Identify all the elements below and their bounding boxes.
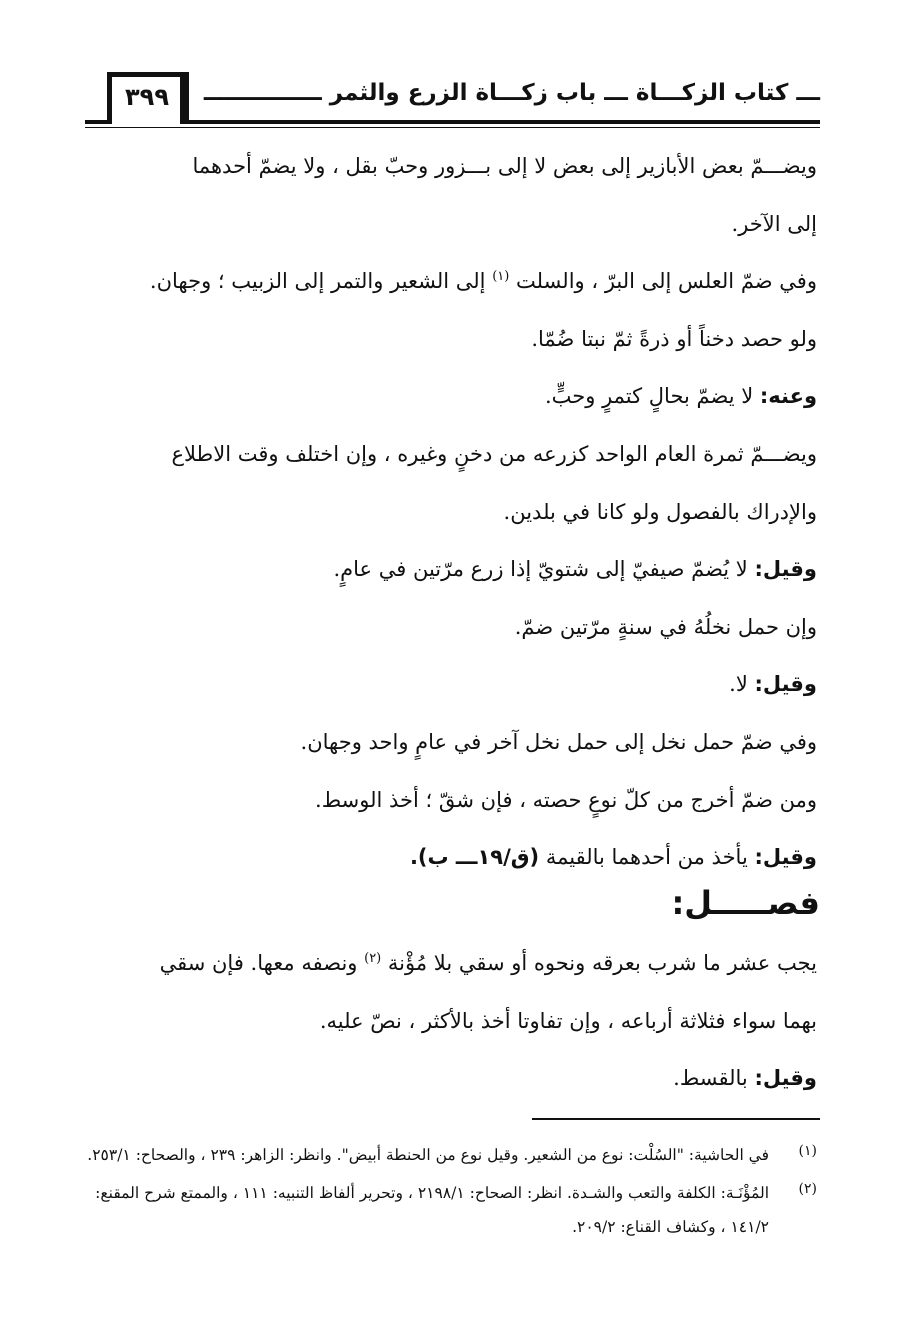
paragraph-text: إلى الشعير والتمر إلى الزبيب ؛ وجهان. [149, 269, 493, 294]
footnotes [82, 1138, 817, 1248]
qila-label: وقيل: [754, 672, 817, 697]
qila-label: وقيل: [754, 845, 817, 870]
paragraph-text: ولو حصد دخناً أو ذرةً ثمّ نبتا ضُمّا. [531, 326, 817, 351]
paragraph-text: يأخذ من أحدهما بالقيمة [539, 845, 755, 870]
page-number: ٣٩٩ [125, 83, 169, 111]
paragraph-text: يجب عشر ما شرب بعرقه ونحوه أو سقي بلا مُؤْنة [381, 951, 817, 975]
paragraph [82, 935, 817, 993]
paragraph [82, 1050, 817, 1108]
header-rule [85, 120, 820, 124]
paragraph [82, 772, 817, 830]
page-header [85, 72, 820, 130]
footnote-ref-1[interactable]: (١) [492, 269, 510, 285]
footnote-separator [532, 1118, 820, 1120]
paragraph-text: والإدراك بالفصول ولو كانا في بلدين. [503, 499, 817, 524]
footnote-ref-2[interactable]: (٢) [364, 951, 382, 966]
paragraph [82, 993, 817, 1051]
paragraph [82, 368, 817, 426]
paragraph [82, 484, 817, 542]
qila-label: وقيل: [754, 557, 817, 582]
paragraph [82, 426, 817, 484]
manuscript-ref: (ق/١٩ـــ ب). [409, 845, 540, 870]
paragraph [82, 714, 817, 772]
paragraph-text: وإن حمل نخلُهُ في سنةٍ مرّتين ضمّ. [514, 614, 817, 639]
paragraph-text: ونصفه معها. فإن سقي [159, 951, 365, 975]
footnote-2 [82, 1176, 817, 1244]
paragraph-text: لا. [729, 672, 755, 697]
footnote-number: (١) [798, 1143, 817, 1159]
paragraph-text: ويضـــمّ ثمرة العام الواحد كزرعه من دخنٍ وغيره ، وإن اختلف وقت الاطلاع [171, 441, 817, 466]
main-text [82, 138, 817, 887]
paragraph-text: وفي ضمّ العلس إلى البرّ ، والسلت [509, 269, 817, 294]
paragraph [82, 311, 817, 369]
section-text [82, 935, 817, 1108]
qila-label: وقيل: [754, 1066, 817, 1091]
paragraph [82, 253, 817, 311]
header-rule-thin [85, 127, 820, 128]
running-title: ـــ كتاب الزكـــاة ـــ باب زكـــاة الزرع والثمر ـــــــــــــــ [203, 80, 820, 106]
paragraph [82, 541, 817, 599]
paragraph-text: بهما سواء فثلاثة أرباعه ، وإن تفاوتا أخذ بالأكثر ، نصّ عليه. [319, 1008, 817, 1033]
paragraph-text: ومن ضمّ أخرج من كلّ نوعٍ حصته ، فإن شقّ ؛ أخذ الوسط. [315, 787, 817, 812]
paragraph [82, 196, 817, 254]
paragraph-text: لا يُضمّ صيفيّ إلى شتويّ إذا زرع مرّتين في عامٍ. [333, 557, 755, 582]
footnote-text: المُؤْنَـة: الكلفة والتعب والشـدة. انظر: الصحاح: ٢١٩٨/١ ، وتحرير ألفاظ التنبيه: ١١١ ، والممتع شرح المقنع: ١٤١/٢ ، وكشاف القناع: ٢٠٩/٢. [95, 1184, 769, 1236]
footnote-number: (٢) [798, 1181, 817, 1197]
riwaya-label: وعنه: [759, 384, 817, 409]
paragraph-text: بالقسط. [673, 1066, 755, 1091]
footnote-text: في الحاشية: "السُلْت: نوع من الشعير. وقيل نوع من الحنطة أبيض". وانظر: الزاهر: ٢٣٩ ، والصحاح: ٢٥٣/١. [87, 1146, 769, 1164]
footnote-1 [82, 1138, 817, 1172]
paragraph-text: ويضـــمّ بعض الأبازير إلى بعض لا إلى بـــزور وحبّ بقل ، ولا يضمّ أحدهما [192, 154, 817, 178]
paragraph-text: لا يضمّ بحالٍ كتمرٍ وحبٍّ. [544, 384, 760, 409]
paragraph [82, 138, 817, 196]
section-heading: فصـــــل: [671, 884, 820, 922]
paragraph [82, 599, 817, 657]
page-number-box [107, 72, 187, 124]
paragraph [82, 656, 817, 714]
paragraph-text: إلى الآخر. [731, 211, 817, 236]
paragraph-text: وفي ضمّ حمل نخل إلى حمل نخل آخر في عامٍ واحد وجهان. [300, 729, 817, 754]
